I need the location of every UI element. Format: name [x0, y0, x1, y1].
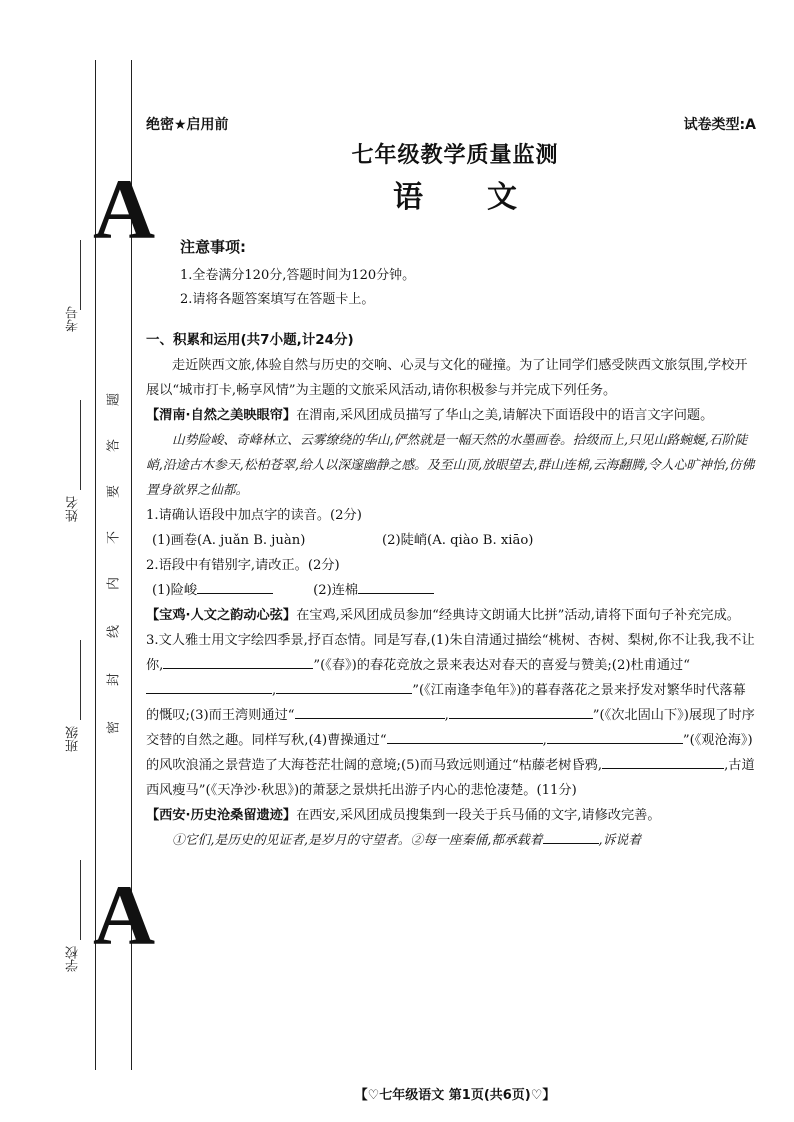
question-3-text: ”(《春》)的春花竞放之景来表达对春天的喜爱与赞美; — [313, 658, 612, 673]
question-3-blank-6b[interactable] — [467, 729, 543, 744]
exam-no-label: 考号 — [66, 306, 81, 332]
question-2-stem: 2.语段中有错别字,请改正。(2分) — [146, 558, 340, 573]
question-3-blank-2[interactable] — [146, 679, 272, 694]
question-3-blank-5b[interactable] — [545, 704, 593, 719]
question-3-blank-4[interactable] — [295, 704, 445, 719]
question-3-text: , — [542, 733, 547, 748]
paper-type-letter-top: A — [93, 161, 156, 257]
question-3-text: , — [444, 708, 449, 723]
question-1-option-2: (2)陡峭(A. qiào B. xiāo) — [382, 533, 534, 548]
task-weinan-text: 在渭南,采风团成员描写了华山之美,请解决下面语段中的语言文字问题。 — [296, 408, 714, 423]
paper-type-label: 试卷类型:A — [683, 117, 756, 133]
section-title: 一、积累和运用(共7小题,计24分) — [146, 332, 354, 348]
question-3-blank-1[interactable] — [163, 654, 313, 669]
question-3-text: (5)而马致远则通过“枯藤老树昏鸦, — [401, 758, 603, 773]
school-blank[interactable] — [80, 860, 81, 940]
class-blank[interactable] — [80, 640, 81, 720]
question-3-blank-5[interactable] — [449, 704, 545, 719]
task-xian-text: 在西安,采风团成员搜集到一段关于兵马俑的文字,请修改完善。 — [296, 808, 661, 823]
question-3-text: ”(《观沧海》)的风吹浪涌之景营造了大海苍茫壮阔的意境; — [146, 733, 753, 773]
subject-title: 语文 — [393, 180, 581, 215]
task-weinan — [146, 403, 758, 428]
question-2-answer-2[interactable] — [358, 579, 434, 594]
section-intro: 走近陕西文旅,体验自然与历史的交响、心灵与文化的碰撞。为了让同学们感受陕西文旅氛围,学校开展以“城市打卡,畅享风情”为主题的文旅采风活动,请你积极参与并完成下列任务。 — [146, 358, 748, 398]
seal-char: 答 — [106, 439, 122, 453]
question-3-blank-6[interactable] — [387, 729, 467, 744]
question-3-text: ”(《次北固山下》)展现了时序交替的自然之趣。同样写秋,(4)曹操通过“ — [146, 708, 755, 748]
school-label: 学校 — [66, 946, 81, 972]
question-2-answer-1[interactable] — [197, 579, 273, 594]
class-label: 班级 — [66, 726, 81, 752]
question-1-option-1: (1)画卷(A. juǎn B. juàn) — [152, 533, 306, 548]
terracotta-passage — [146, 828, 758, 853]
task-baoji — [146, 603, 758, 628]
name-label: 姓名 — [66, 496, 81, 522]
exam-title: 七年级教学质量监测 — [351, 143, 559, 168]
notice-item: 1.全卷满分120分,答题时间为120分钟。 — [180, 268, 416, 283]
task-baoji-title: 【宝鸡·人文之韵动心弦】 — [146, 608, 297, 623]
notice-heading: 注意事项: — [180, 238, 246, 256]
terracotta-passage-text: ①它们,是历史的见证者,是岁月的守望者。②每一座秦俑,都承载着 — [172, 833, 543, 848]
question-2-item-1: (1)险峻 — [152, 583, 198, 598]
question-2-item-2: (2)连棉 — [313, 583, 359, 598]
question-3-blank-8[interactable] — [602, 754, 724, 769]
huashan-passage: 山势险峻、奇峰林立、云雾缭绕的华山,俨然就是一幅天然的水墨画卷。拾级而上,只见山路蜿蜒,石阶陡峭,沿途古木参天,松柏苍翠,给人以深邃幽静之感。及至山顶,放眼望去,群山连棉,云海翻腾,令人心旷神怡,仿佛置身欲界之仙都。 — [146, 433, 755, 498]
seal-char: 题 — [106, 393, 122, 407]
seal-char: 封 — [106, 673, 122, 687]
task-xian — [146, 803, 758, 828]
terracotta-passage-text: ,诉说着 — [598, 833, 641, 848]
question-3-text: , — [272, 683, 277, 698]
confidential-label: 绝密★启用前 — [146, 117, 229, 133]
exam-no-blank[interactable] — [80, 240, 81, 310]
seal-char: 不 — [106, 531, 122, 545]
question-1-stem: 1.请确认语段中加点字的读音。(2分) — [146, 508, 362, 523]
question-1-options — [146, 528, 758, 553]
seal-char: 内 — [106, 577, 122, 591]
seal-char: 密 — [106, 721, 122, 735]
seal-char: 要 — [106, 485, 122, 499]
terracotta-blank[interactable] — [543, 829, 599, 844]
paper-type-letter-bottom: A — [93, 867, 156, 963]
page-footer: 【♡七年级语文 第1页(共6页)♡】 — [354, 1088, 556, 1103]
task-baoji-text: 在宝鸡,采风团成员参加“经典诗文朗诵大比拼”活动,请将下面句子补充完成。 — [296, 608, 740, 623]
question-3-text: 3.文人雅士用文字绘四季景,抒百态情。同是写春,(1)朱自清通过描绘“桃树、杏树、梨树,你不让我,我不让你, — [146, 633, 755, 673]
question-3-text: 的萧瑟之景烘托出游子内心的悲怆凄楚。(11分) — [299, 783, 577, 798]
task-weinan-title: 【渭南·自然之美映眼帘】 — [146, 408, 297, 423]
question-2-options — [146, 578, 758, 603]
task-xian-title: 【西安·历史沧桑留遗迹】 — [146, 808, 297, 823]
seal-char: 线 — [106, 625, 122, 639]
question-3-blank-3[interactable] — [276, 679, 412, 694]
question-3-text: (2)杜甫通过“ — [611, 658, 690, 673]
name-blank[interactable] — [80, 400, 81, 490]
section-content — [146, 328, 758, 853]
question-3-blank-7[interactable] — [547, 729, 683, 744]
question-3-text: ,古道西风瘦马”(《天净沙·秋思》) — [146, 758, 755, 798]
question-3 — [146, 628, 758, 803]
question-3-text: ”(《江南逢李龟年》)的暮春落花之景来抒发对繁华时代落幕的慨叹;(3)而王湾则通过“ — [146, 683, 746, 723]
notice-item: 2.请将各题答案填写在答题卡上。 — [180, 292, 375, 307]
